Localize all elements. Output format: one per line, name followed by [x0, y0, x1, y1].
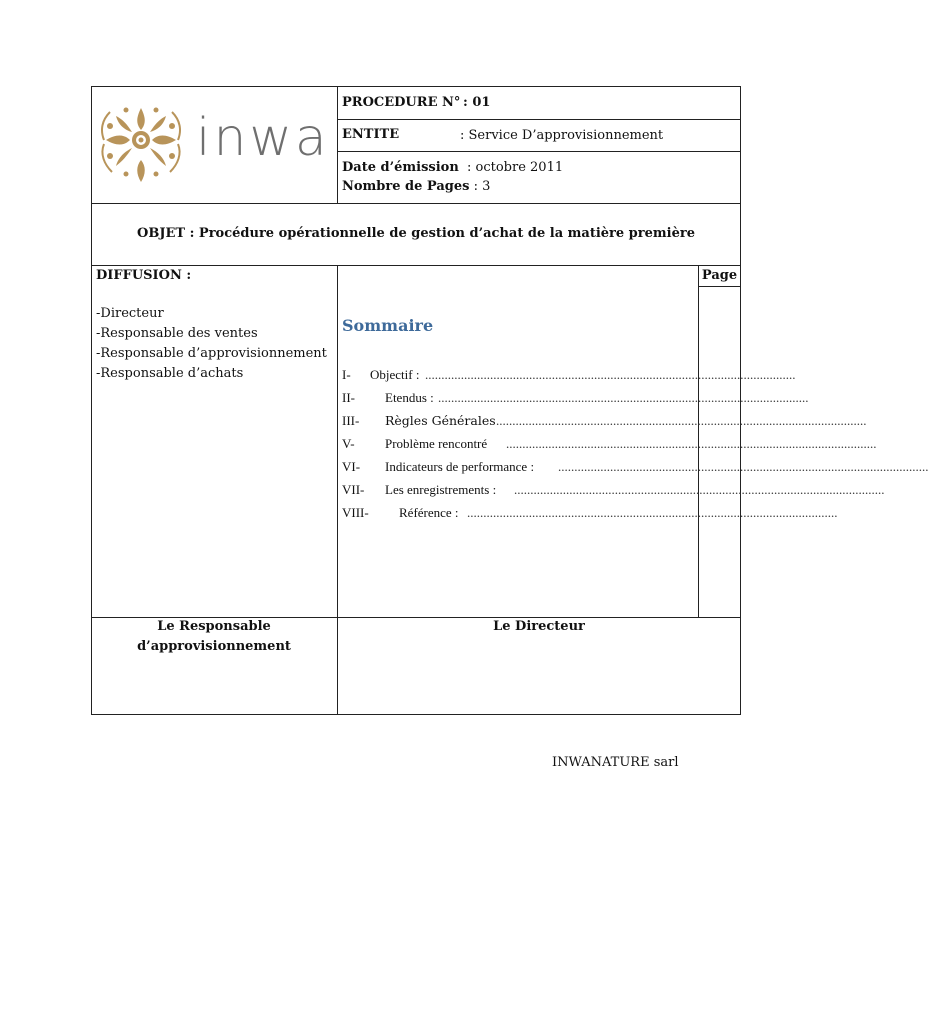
- toc-leader: ..................................................................................................................: [496, 413, 867, 428]
- table-line: [337, 86, 338, 204]
- company-name: INWANATURE sarl: [552, 755, 679, 770]
- toc-leader: ..................................................................................................................: [514, 482, 885, 497]
- sommaire-title: Sommaire: [342, 316, 434, 335]
- table-border-bottom: [91, 714, 741, 715]
- pages-value: : 3: [473, 179, 491, 194]
- table-border-top: [91, 86, 741, 87]
- entite-value: : Service D’approvisionnement: [460, 128, 664, 143]
- toc-leader: ..................................................................................................................: [425, 367, 796, 382]
- logo-text: inwa: [196, 108, 330, 168]
- procedure-value: : 01: [463, 95, 491, 110]
- entite-label: ENTITE: [342, 127, 400, 142]
- toc-leader: ..................................................................................................................: [558, 459, 929, 474]
- toc-num: VII-: [342, 482, 365, 497]
- objet-row: [91, 226, 741, 242]
- toc-num: VIII-: [342, 505, 369, 520]
- diffusion-item: -Directeur: [96, 306, 164, 321]
- toc-num: III-: [342, 413, 360, 428]
- signature-left-line2: d’approvisionnement: [137, 639, 291, 654]
- diffusion-item: -Responsable d’achats: [96, 366, 244, 381]
- date-label: Date d’émission: [342, 160, 459, 175]
- toc-leader: ..................................................................................................................: [438, 390, 809, 405]
- objet-value: : Procédure opérationnelle de gestion d’achat de la matière première: [189, 226, 695, 241]
- table-line: [91, 203, 741, 204]
- toc-label: Indicateurs de performance :: [385, 459, 535, 474]
- toc-num: II-: [342, 390, 355, 405]
- table-line: [337, 265, 338, 715]
- signature-right: Le Directeur: [493, 619, 585, 634]
- diffusion-item: -Responsable des ventes: [96, 326, 258, 341]
- toc-label: Problème rencontré: [385, 436, 488, 451]
- toc-num: VI-: [342, 459, 361, 474]
- toc-leader: ..................................................................................................................: [506, 436, 877, 451]
- toc-num: V-: [342, 436, 355, 451]
- toc-label: Etendus :: [385, 390, 434, 405]
- table-line: [337, 119, 741, 120]
- objet-label: OBJET: [137, 226, 186, 241]
- toc-label: Les enregistrements :: [385, 482, 497, 497]
- company-logo: [96, 100, 332, 188]
- table-line: [698, 286, 741, 287]
- signature-left-line1: Le Responsable: [157, 619, 271, 634]
- pages-label: Nombre de Pages: [342, 179, 470, 194]
- toc-num: I-: [342, 367, 351, 382]
- toc-label: Règles Générales: [385, 413, 496, 428]
- toc-label: Objectif :: [370, 367, 420, 382]
- diffusion-item: -Responsable d’approvisionnement: [96, 346, 327, 361]
- table-line: [91, 617, 741, 618]
- logo-emblem-icon: [96, 100, 186, 188]
- date-value: : octobre 2011: [467, 160, 564, 175]
- toc-leader: ..................................................................................................................: [467, 505, 838, 520]
- page-column-header: Page: [701, 268, 738, 283]
- table-line: [91, 265, 741, 266]
- diffusion-title: DIFFUSION :: [96, 268, 192, 283]
- toc-label: Référence :: [399, 505, 459, 520]
- table-line: [337, 151, 741, 152]
- procedure-label: PROCEDURE N°: [342, 95, 461, 110]
